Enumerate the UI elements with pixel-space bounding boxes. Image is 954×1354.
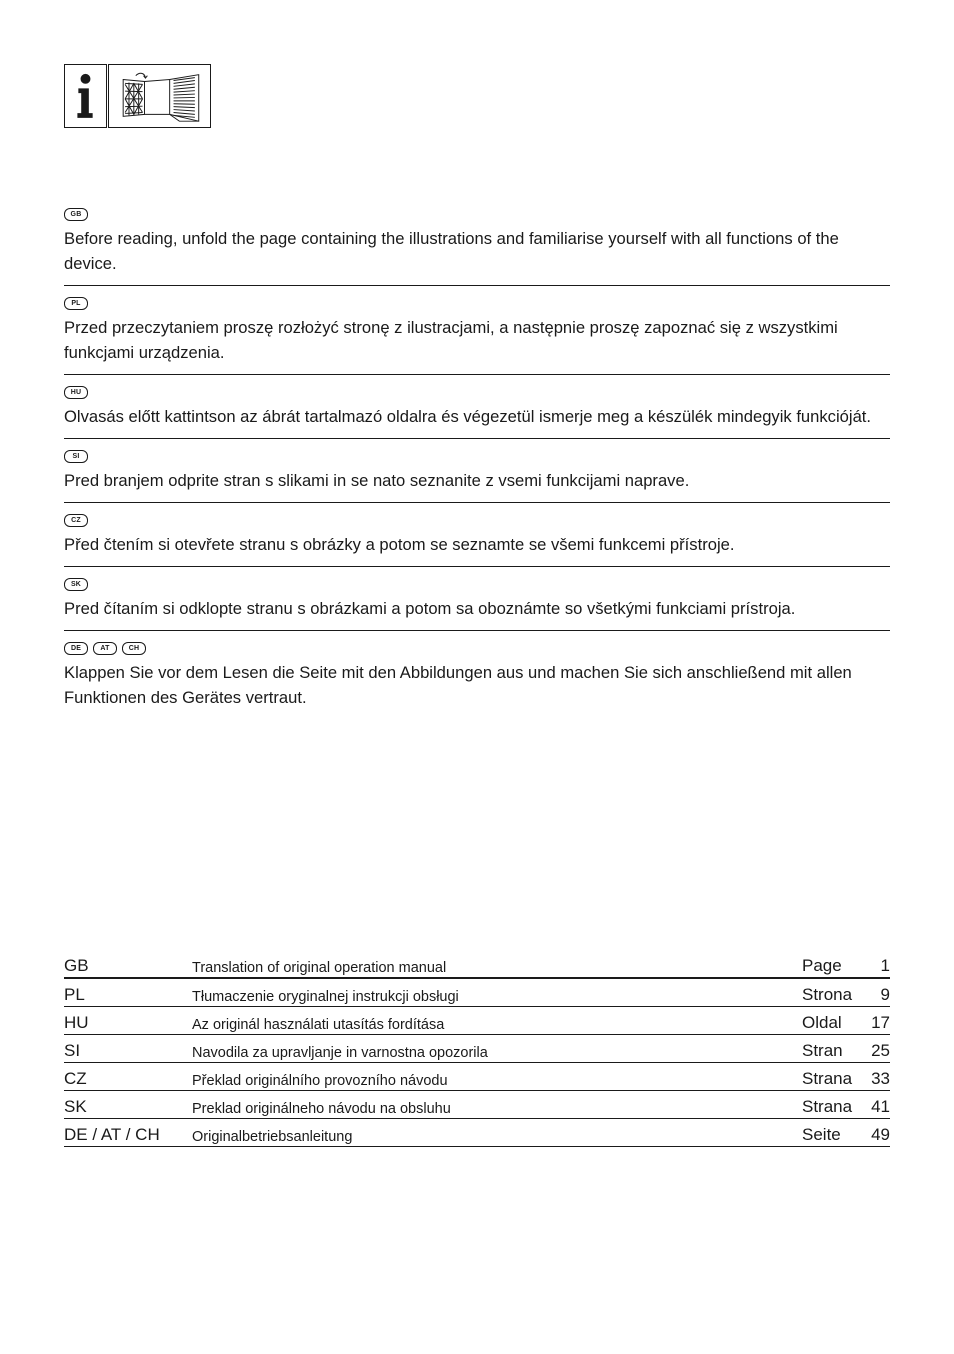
toc-row xyxy=(64,1035,890,1063)
toc-page-number: 9 xyxy=(864,978,890,1007)
toc-title: Překlad originálního provozního návodu xyxy=(192,1063,802,1091)
language-section xyxy=(64,575,890,631)
country-badges xyxy=(64,511,890,529)
country-badges xyxy=(64,575,890,593)
instruction-text: Klappen Sie vor dem Lesen die Seite mit den Abbildungen aus und machen Sie sich anschließend mit allen Funktionen des Gerätes vertraut. xyxy=(64,663,852,707)
unfold-pages-icon xyxy=(108,64,211,128)
toc-title: Preklad originálneho návodu na obsluhu xyxy=(192,1091,802,1119)
instruction-text: Před čtením si otevřete stranu s obrázky a potom se seznamte se všemi funkcemi přístroje. xyxy=(64,535,735,554)
toc-title: Navodila za upravljanje in varnostna opozorila xyxy=(192,1035,802,1063)
toc-page-label: Page xyxy=(802,950,864,978)
country-badges xyxy=(64,383,890,401)
toc-language-code: HU xyxy=(64,1007,192,1035)
toc-row xyxy=(64,978,890,1007)
instruction-text: Przed przeczytaniem proszę rozłożyć stronę z ilustracjami, a następnie proszę zapoznać się z wszystkimi funkcjami urządzenia. xyxy=(64,318,838,362)
country-badge: CH xyxy=(122,642,146,655)
toc-language-code: GB xyxy=(64,950,192,978)
table-of-contents xyxy=(64,950,890,1147)
toc-row xyxy=(64,1063,890,1091)
country-badge: GB xyxy=(64,208,88,221)
country-badges xyxy=(64,205,890,223)
toc-title: Az originál használati utasítás fordítása xyxy=(192,1007,802,1035)
toc-page-number: 25 xyxy=(864,1035,890,1063)
country-badges xyxy=(64,294,890,312)
country-badge: SK xyxy=(64,578,88,591)
toc-title: Translation of original operation manual xyxy=(192,950,802,978)
info-icon xyxy=(64,64,107,128)
instruction-text: Olvasás előtt kattintson az ábrát tartalmazó oldalra és végezetül ismerje meg a készülék mindegyik funkcióját. xyxy=(64,407,872,426)
toc-page-number: 49 xyxy=(864,1119,890,1147)
toc-page-label: Oldal xyxy=(802,1007,864,1035)
country-badge: CZ xyxy=(64,514,88,527)
toc-page-label: Stran xyxy=(802,1035,864,1063)
toc-page-number: 33 xyxy=(864,1063,890,1091)
toc-language-code: SK xyxy=(64,1091,192,1119)
toc-page-label: Seite xyxy=(802,1119,864,1147)
toc-page-label: Strana xyxy=(802,1063,864,1091)
language-section xyxy=(64,639,890,719)
toc-title: Tłumaczenie oryginalnej instrukcji obsługi xyxy=(192,978,802,1007)
country-badge: DE xyxy=(64,642,88,655)
toc-row xyxy=(64,1119,890,1147)
toc-language-code: SI xyxy=(64,1035,192,1063)
language-section xyxy=(64,511,890,567)
language-notes xyxy=(64,205,890,727)
language-section xyxy=(64,205,890,286)
toc-row xyxy=(64,1091,890,1119)
toc-language-code: DE / AT / CH xyxy=(64,1119,192,1147)
language-section xyxy=(64,294,890,375)
country-badge: AT xyxy=(93,642,117,655)
language-section xyxy=(64,447,890,503)
toc-row xyxy=(64,950,890,978)
toc-title: Originalbetriebsanleitung xyxy=(192,1119,802,1147)
country-badge: HU xyxy=(64,386,88,399)
toc-page-number: 41 xyxy=(864,1091,890,1119)
toc-page-number: 1 xyxy=(864,950,890,978)
instruction-text: Pred branjem odprite stran s slikami in se nato seznanite z vsemi funkcijami naprave. xyxy=(64,471,690,490)
country-badges xyxy=(64,639,890,657)
toc-page-label: Strana xyxy=(802,1091,864,1119)
instruction-text: Before reading, unfold the page containing the illustrations and familiarise yourself with all functions of the device. xyxy=(64,229,839,273)
toc-page-label: Strona xyxy=(802,978,864,1007)
toc-language-code: CZ xyxy=(64,1063,192,1091)
country-badge: SI xyxy=(64,450,88,463)
language-section xyxy=(64,383,890,439)
toc-page-number: 17 xyxy=(864,1007,890,1035)
country-badge: PL xyxy=(64,297,88,310)
instruction-text: Pred čítaním si odklopte stranu s obrázkami a potom sa oboznámte so všetkými funkciami prístroja. xyxy=(64,599,796,618)
country-badges xyxy=(64,447,890,465)
toc-language-code: PL xyxy=(64,978,192,1007)
toc-row xyxy=(64,1007,890,1035)
